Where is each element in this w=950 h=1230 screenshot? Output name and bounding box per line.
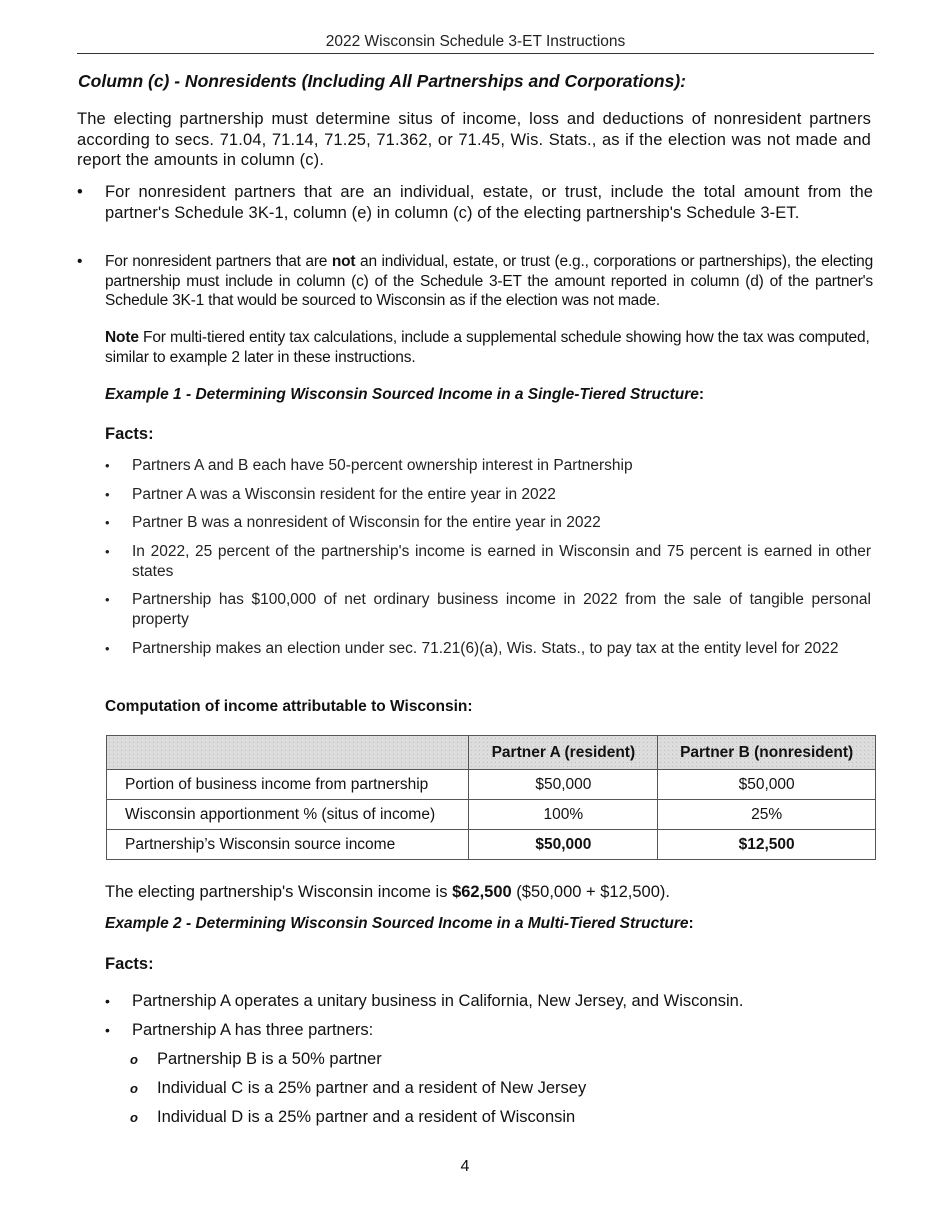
- fact-item: [105, 590, 871, 630]
- bullet-icon: •: [105, 458, 110, 473]
- bullet-text: For nonresident partners that are an individual, estate, or trust, include the total amount from the partner's Schedule 3K-1, column (e) in column (c) of the electing partnership's Schedule 3-ET.: [105, 183, 873, 222]
- sub-fact-text: Individual C is a 25% partner and a resident of New Jersey: [157, 1079, 587, 1097]
- summary-text-before: The electing partnership's Wisconsin income is: [105, 883, 453, 901]
- section-title: Column (c) - Nonresidents (Including All Partnerships and Corporations):: [78, 71, 686, 91]
- example2-facts-label: Facts:: [105, 955, 154, 973]
- bullet-icon: •: [105, 486, 110, 502]
- page-number: 4: [460, 1158, 470, 1175]
- bullet-icon: •: [105, 640, 110, 656]
- table-header-partner-a: Partner A (resident): [469, 736, 658, 770]
- sub-fact-item: [105, 1078, 871, 1098]
- summary-total: $62,500: [452, 883, 512, 901]
- fact-text: Partnership makes an election under sec. 71.21(6)(a), Wis. Stats., to pay tax at the entity level for 2022: [132, 639, 839, 657]
- table-row: [107, 770, 876, 800]
- table-header-blank: [107, 736, 469, 770]
- example2-title: [105, 915, 694, 933]
- row-label: Portion of business income from partnership: [107, 770, 469, 800]
- fact-text: Partnership A operates a unitary business in California, New Jersey, and Wisconsin.: [132, 992, 744, 1010]
- fact-item: [105, 991, 871, 1011]
- bullet-entity-partners: [77, 252, 873, 311]
- bullet-icon: •: [105, 543, 110, 559]
- bullet-icon: •: [105, 515, 110, 530]
- fact-text: Partners A and B each have 50-percent ownership interest in Partnership: [132, 457, 633, 474]
- intro-paragraph: The electing partnership must determine situs of income, loss and deductions of nonresident partners according to secs. 71.04, 71.14, 71.25, 71.362, or 71.45, Wis. Stats., as if the election was not made and report the amounts in column (c).: [77, 110, 871, 169]
- fact-item: [105, 1020, 871, 1040]
- sub-bullet-icon: o: [130, 1081, 138, 1096]
- cell-partner-a: $50,000: [469, 830, 658, 860]
- example1-title-colon: :: [698, 386, 705, 403]
- example1-title-text: Example 1 - Determining Wisconsin Sourced Income in a Single-Tiered Structure: [105, 386, 699, 403]
- page-header: 2022 Wisconsin Schedule 3-ET Instructions: [77, 32, 874, 54]
- summary-text-after: ($50,000 + $12,500).: [511, 883, 670, 901]
- bullet-individual-partners: [77, 182, 873, 223]
- table-row: [107, 800, 876, 830]
- bullet-text-before: For nonresident partners that are: [105, 253, 332, 270]
- table-header-row: [107, 736, 876, 770]
- bullet-icon: •: [77, 253, 83, 270]
- fact-item: [105, 456, 871, 476]
- bullet-text-after: an individual, estate, or trust (e.g., corporations or partnerships), the electing partnership must include in column (c) of the Schedule 3-ET the amount reported in column (d) of the partner's Schedule 3K-1 that would be sourced to Wisconsin as if the election was not made.: [105, 253, 873, 309]
- fact-text: Partnership A has three partners:: [132, 1021, 374, 1039]
- fact-text: In 2022, 25 percent of the partnership's income is earned in Wisconsin and 75 percent is earned in other states: [132, 542, 871, 580]
- fact-item: [105, 513, 871, 533]
- bullet-icon: •: [105, 993, 110, 1009]
- cell-partner-a: $50,000: [469, 770, 658, 800]
- sub-fact-item: [105, 1107, 871, 1127]
- computation-table: [106, 735, 876, 860]
- sub-bullet-icon: o: [130, 1110, 138, 1125]
- example2-title-colon: :: [688, 915, 694, 932]
- sub-bullet-icon: o: [130, 1052, 138, 1067]
- fact-item: [105, 542, 871, 582]
- row-label: Wisconsin apportionment % (situs of income): [107, 800, 469, 830]
- table-row: [107, 830, 876, 860]
- example1-title: [105, 386, 704, 404]
- fact-text: Partner A was a Wisconsin resident for the entire year in 2022: [132, 485, 556, 503]
- sub-fact-text: Partnership B is a 50% partner: [157, 1050, 382, 1068]
- fact-item: [105, 485, 871, 505]
- bullet-icon: •: [105, 592, 110, 607]
- example1-facts-label: Facts:: [105, 425, 154, 443]
- example1-summary: [105, 883, 670, 902]
- cell-partner-a: 100%: [469, 800, 658, 830]
- note-paragraph: [105, 328, 872, 368]
- example2-facts-list: [105, 991, 871, 1136]
- note-text: For multi-tiered entity tax calculations, include a supplemental schedule showing how the tax was computed, similar to example 2 later in these instructions.: [105, 329, 870, 366]
- bullet-icon: •: [77, 183, 83, 201]
- row-label: Partnership’s Wisconsin source income: [107, 830, 469, 860]
- example1-facts-list: [105, 456, 871, 667]
- sub-fact-text: Individual D is a 25% partner and a resident of Wisconsin: [157, 1108, 576, 1126]
- example2-title-text: Example 2 - Determining Wisconsin Sourced Income in a Multi-Tiered Structure: [105, 915, 689, 932]
- fact-item: [105, 639, 871, 659]
- cell-partner-b: 25%: [658, 800, 876, 830]
- note-label: Note: [105, 329, 139, 346]
- cell-partner-b: $12,500: [658, 830, 876, 860]
- sub-fact-item: [105, 1049, 871, 1069]
- table-header-partner-b: Partner B (nonresident): [658, 736, 876, 770]
- fact-text: Partnership has $100,000 of net ordinary business income in 2022 from the sale of tangible personal property: [132, 591, 871, 628]
- bullet-icon: •: [105, 1022, 110, 1038]
- computation-title: Computation of income attributable to Wisconsin:: [105, 698, 473, 715]
- bullet-text-bold: not: [331, 253, 356, 270]
- fact-text: Partner B was a nonresident of Wisconsin for the entire year in 2022: [132, 514, 601, 531]
- cell-partner-b: $50,000: [658, 770, 876, 800]
